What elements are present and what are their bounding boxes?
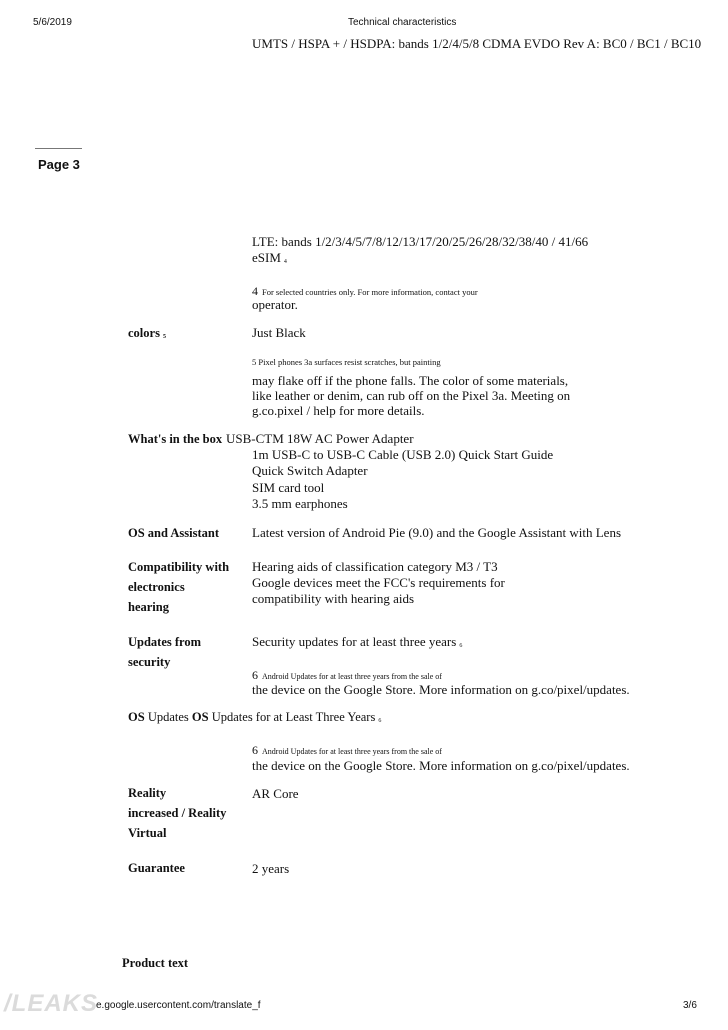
footer-page-number: 3/6 [683,1000,697,1011]
compat-value-line: compatibility with hearing aids [252,591,415,606]
document-title: Technical characteristics [348,17,457,28]
footnote-number: 6 [252,668,258,682]
security-footnote-cont: the device on the Google Store. More information on g.co/pixel/updates. [252,682,630,697]
compat-label-line: hearing [128,600,169,614]
colors-value: Just Black [252,325,306,340]
box-item: Quick Switch Adapter [252,463,368,478]
security-footnote-ref: 6 [459,643,463,649]
footer-url: e.google.usercontent.com/translate_f [96,1000,261,1011]
footnote-text: Android Updates for at least three years from the sale of [262,747,442,756]
security-value [252,634,462,653]
security-label-line: Updates from [128,635,202,649]
compat-value-line: Hearing aids of classification category M3 / T3 [252,559,498,574]
os-updates-footnote-cont: the device on the Google Store. More information on g.co/pixel/updates. [252,758,630,773]
ar-value: AR Core [252,786,299,801]
lte-bands: LTE: bands 1/2/3/4/5/7/8/12/13/17/20/25/26/28/32/38/40 / 41/66 [252,234,589,249]
colors-footnote: 5 Pixel phones 3a surfaces resist scratches, but painting [252,357,441,367]
os-updates-line [128,709,381,728]
colors-label [128,323,166,346]
colors-footnote-line: like leather or denim, can rub off on the Pixel 3a. Meeting on [252,388,571,403]
compat-label-line: Compatibility with [128,560,230,574]
product-text-heading: Product text [122,956,189,970]
os-updates-bold: OS [128,710,145,724]
os-updates-footnote [252,741,442,759]
esim-footnote-cont: operator. [252,297,298,312]
page-label: Page 3 [38,157,80,172]
os-updates-bold: OS [191,710,209,724]
footnote-number: 4 [252,284,258,298]
os-label: OS and Assistant [128,526,220,540]
os-value: Latest version of Android Pie (9.0) and the Google Assistant with Lens [252,525,622,540]
ar-label-line: increased / Reality [128,806,227,820]
os-updates-footnote-ref: 6 [378,718,382,724]
os-updates-text: Updates [147,710,189,724]
footnote-number: 6 [252,743,258,757]
colors-footnote-ref: 5 [162,334,166,340]
box-item: SIM card tool [252,480,325,495]
esim-line [252,250,287,269]
ar-label-line: Virtual [128,826,167,840]
ar-label-line: Reality [128,786,167,800]
guarantee-label: Guarantee [128,861,185,875]
umts-bands: UMTS / HSPA + / HSDPA: bands 1/2/4/5/8 CDMA EVDO Rev A: BC0 / BC1 / BC10 [252,36,702,51]
compat-value-line: Google devices meet the FCC's requirements for [252,575,505,590]
box-item: 1m USB-C to USB-C Cable (USB 2.0) Quick Start Guide [252,447,554,462]
footnote-text: Android Updates for at least three years from the sale of [262,672,442,681]
guarantee-value: 2 years [252,861,290,876]
security-label-line: security [128,655,171,669]
colors-label-text: colors [128,326,160,340]
colors-footnote-line: g.co.pixel / help for more details. [252,403,425,418]
os-updates-text: Updates for at Least Three Years [211,710,376,724]
box-item: 3.5 mm earphones [252,496,348,511]
esim-footnote-ref: 4 [283,259,287,265]
print-date: 5/6/2019 [33,17,72,28]
colors-footnote-line: may flake off if the phone falls. The color of some materials, [252,373,569,388]
box-label: What's in the box [128,432,223,446]
footnote-text: For selected countries only. For more information, contact your [262,287,478,297]
esim-text: eSIM [252,250,281,265]
security-value-text: Security updates for at least three years [252,634,457,649]
page-divider [35,148,82,149]
watermark-logo: /LEAKS [4,990,99,1017]
box-item: USB-CTM 18W AC Power Adapter [226,431,414,446]
compat-label-line: electronics [128,580,185,594]
